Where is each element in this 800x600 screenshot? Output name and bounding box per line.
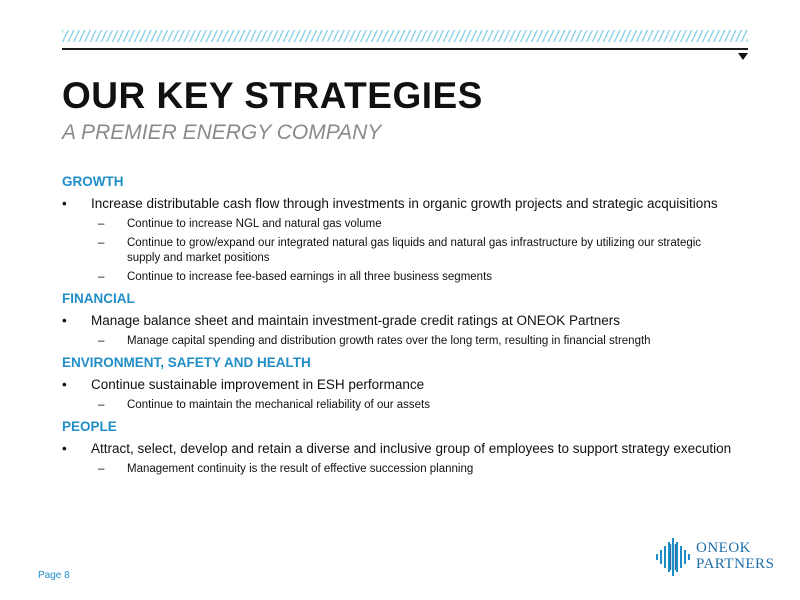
strategy-content — [62, 172, 732, 481]
logo-line-1: ONEOK — [696, 540, 751, 556]
bullet-item — [62, 195, 732, 213]
sub-bullet-marker: – — [98, 237, 105, 249]
sub-bullet-marker: – — [98, 463, 105, 475]
slide-subtitle: A PREMIER ENERGY COMPANY — [62, 121, 382, 144]
section-heading: PEOPLE — [62, 419, 117, 434]
section-heading: ENVIRONMENT, SAFETY AND HEALTH — [62, 355, 311, 370]
sub-bullet-item — [62, 236, 732, 266]
bullet-marker: • — [62, 313, 67, 328]
header-rule — [62, 48, 748, 50]
sub-bullet-item — [62, 398, 732, 413]
company-logo — [652, 536, 775, 578]
sub-bullet-text: Continue to grow/expand our integrated natural gas liquids and natural gas infrastructure by utilizing our strategic supply and market positions — [127, 237, 702, 264]
sub-bullet-item — [62, 217, 732, 232]
section-people — [62, 417, 732, 477]
sub-bullet-item — [62, 462, 732, 477]
logo-line-2: PARTNERS — [696, 556, 775, 572]
section-heading: GROWTH — [62, 174, 124, 189]
bullet-marker: • — [62, 441, 67, 456]
bullet-text: Continue sustainable improvement in ESH performance — [91, 377, 425, 392]
sub-bullet-marker: – — [98, 218, 105, 230]
bullet-marker: • — [62, 196, 67, 211]
bullet-item — [62, 376, 732, 394]
bullet-text: Attract, select, develop and retain a diverse and inclusive group of employees to support strategy execution — [91, 441, 732, 456]
section-growth — [62, 172, 732, 285]
sub-bullet-marker: – — [98, 271, 105, 283]
sub-bullet-item — [62, 334, 732, 349]
header-hatch-band — [62, 30, 748, 42]
bullet-marker: • — [62, 377, 67, 392]
diamond-logo-icon — [652, 536, 694, 578]
sub-bullet-text: Continue to maintain the mechanical reliability of our assets — [127, 399, 430, 411]
bullet-text: Manage balance sheet and maintain investment-grade credit ratings at ONEOK Partners — [91, 313, 621, 328]
section-heading: FINANCIAL — [62, 291, 135, 306]
bullet-item — [62, 440, 732, 458]
bullet-item — [62, 312, 732, 330]
sub-bullet-text: Manage capital spending and distribution growth rates over the long term, resulting in financial strength — [127, 335, 651, 347]
section-esh — [62, 353, 732, 413]
sub-bullet-item — [62, 270, 732, 285]
page-number: Page 8 — [38, 570, 70, 581]
sub-bullet-marker: – — [98, 335, 105, 347]
sub-bullet-text: Continue to increase NGL and natural gas volume — [127, 218, 382, 230]
sub-bullet-text: Continue to increase fee-based earnings in all three business segments — [127, 271, 493, 283]
bullet-text: Increase distributable cash flow through investments in organic growth projects and strategic acquisitions — [91, 196, 718, 211]
sub-bullet-text: Management continuity is the result of effective succession planning — [127, 463, 474, 475]
sub-bullet-marker: – — [98, 399, 105, 411]
rule-arrow-icon — [738, 53, 748, 60]
section-financial — [62, 289, 732, 349]
logo-wordmark — [696, 540, 774, 572]
slide-title: OUR KEY STRATEGIES — [62, 75, 483, 116]
